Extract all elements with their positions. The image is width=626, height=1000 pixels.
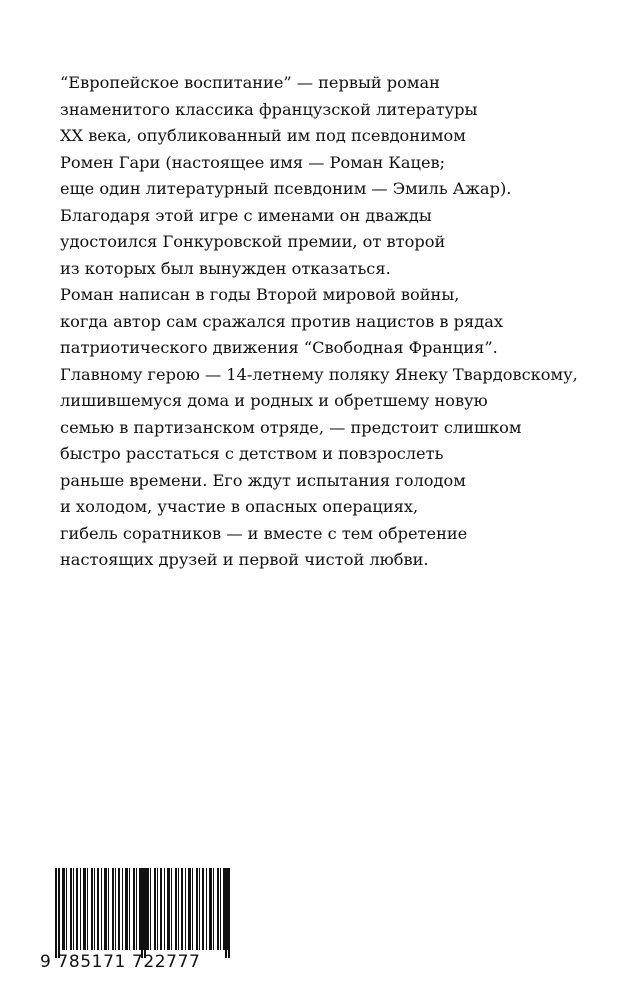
annotation-line: настоящих друзей и первой чистой любви.	[60, 550, 429, 569]
annotation-line: лишившемуся дома и родных и обретшему новую	[60, 391, 488, 410]
annotation-line: гибель соратников — и вместе с тем обретение	[60, 523, 468, 543]
barcode-guard-center	[144, 868, 146, 958]
annotation-line: из которых был вынужден отказаться.	[60, 258, 391, 278]
barcode-digits: 9 785171 722777	[40, 952, 201, 972]
annotation-line: знаменитого классика французской литературы	[60, 99, 478, 119]
annotation-line: быстро расстаться с детством и повзрослеть	[60, 444, 444, 463]
annotation-line: патриотического движения “Свободная Франция”.	[60, 338, 498, 357]
annotation-line: семью в партизанском отряде, — предстоит слишком	[60, 417, 522, 437]
annotation-line: Благодаря этой игре с именами он дважды	[60, 205, 432, 225]
barcode-guard-center	[141, 868, 143, 958]
annotation-line: и холодом, участие в опасных операциях,	[60, 497, 419, 516]
barcode-guard-right	[225, 868, 227, 958]
annotation-line: еще один литературный псевдоним — Эмиль Ажар).	[60, 179, 512, 198]
annotation-line: когда автор сам сражался против нацистов в рядах	[60, 311, 504, 331]
annotation-text	[60, 70, 578, 574]
annotation-line: Главному герою — 14-летнему поляку Янеку Твардовскому,	[60, 364, 578, 384]
annotation-line: удостоился Гонкуровской премии, от второй	[60, 232, 446, 251]
annotation-line: раньше времени. Его ждут испытания голодом	[60, 470, 466, 490]
barcode-guard-right	[228, 868, 230, 958]
isbn-barcode	[40, 868, 230, 976]
barcode-guard-left	[55, 868, 57, 958]
annotation-line: “Европейское воспитание” — первый роман	[60, 73, 440, 92]
barcode-guard-left	[58, 868, 60, 958]
annotation-line: Роман написан в годы Второй мировой войны,	[60, 285, 460, 304]
annotation-line: Ромен Гари (настоящее имя — Роман Кацев;	[60, 152, 446, 172]
annotation-line: XX века, опубликованный им под псевдонимом	[60, 126, 466, 145]
